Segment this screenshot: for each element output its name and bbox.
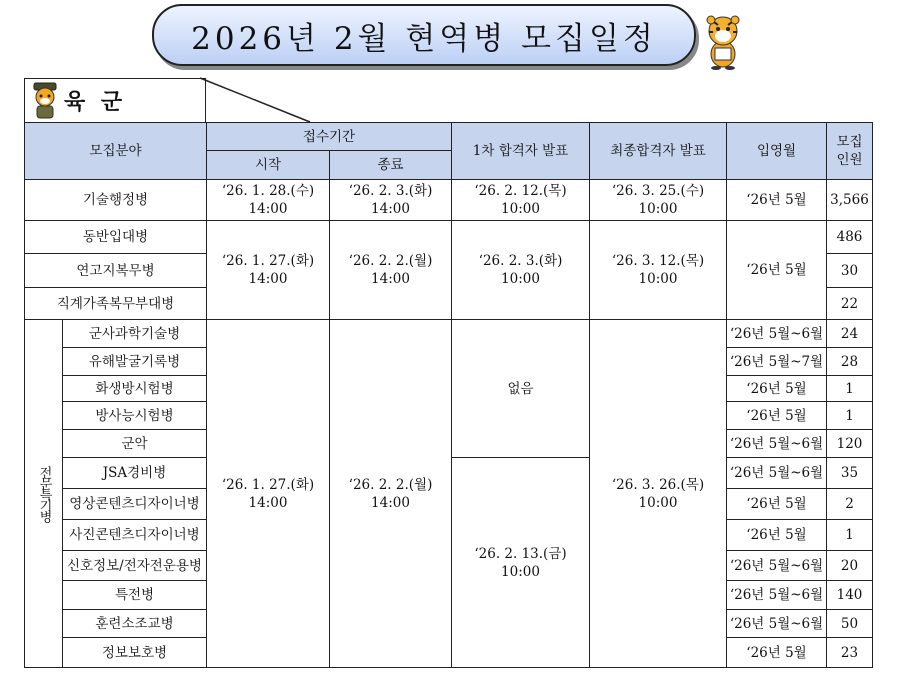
header-enlist-month: 입영월 bbox=[727, 123, 827, 180]
field-cell: 사진콘텐츠디자이너병 bbox=[63, 520, 207, 551]
enlist-cell: ‘26년 5월 bbox=[727, 402, 827, 430]
enlist-cell: ‘26년 5월~6월 bbox=[727, 320, 827, 348]
field-cell: JSA경비병 bbox=[63, 458, 207, 489]
first-result-cell: ‘26. 2. 3.(화) 10:00 bbox=[452, 221, 590, 320]
callout-line bbox=[0, 0, 903, 130]
field-cell: 동반입대병 bbox=[25, 221, 207, 254]
page-title: 2026년 2월 현역병 모집일정 bbox=[152, 4, 696, 66]
field-cell: 군악 bbox=[63, 430, 207, 458]
enlist-cell: ‘26년 5월 bbox=[727, 489, 827, 520]
field-cell: 군사과학기술병 bbox=[63, 320, 207, 348]
schedule-table bbox=[24, 122, 873, 668]
field-cell: 직계가족복무부대병 bbox=[25, 288, 207, 320]
final-result-cell: ‘26. 3. 25.(수) 10:00 bbox=[590, 180, 727, 221]
enlist-cell: ‘26년 5월~6월 bbox=[727, 430, 827, 458]
branch-label: 육 군 bbox=[64, 90, 127, 115]
count-cell: 23 bbox=[827, 638, 873, 668]
start-cell: ‘26. 1. 27.(화) 14:00 bbox=[207, 320, 330, 668]
field-cell: 방사능시험병 bbox=[63, 402, 207, 430]
count-cell: 20 bbox=[827, 551, 873, 581]
header-start: 시작 bbox=[207, 151, 330, 180]
start-cell: ‘26. 1. 28.(수) 14:00 bbox=[207, 180, 330, 221]
end-cell: ‘26. 2. 2.(월) 14:00 bbox=[330, 221, 452, 320]
count-cell: 28 bbox=[827, 348, 873, 376]
count-cell: 24 bbox=[827, 320, 873, 348]
header-first-result: 1차 합격자 발표 bbox=[452, 123, 590, 180]
header-field: 모집분야 bbox=[25, 123, 207, 180]
table-row bbox=[25, 180, 873, 221]
field-cell: 정보보호병 bbox=[63, 638, 207, 668]
first-result-cell: ‘26. 2. 13.(금) 10:00 bbox=[452, 458, 590, 668]
enlist-cell: ‘26년 5월 bbox=[727, 180, 827, 221]
final-result-cell: ‘26. 3. 26.(목) 10:00 bbox=[590, 320, 727, 668]
count-cell: 3,566 bbox=[827, 180, 873, 221]
count-cell: 1 bbox=[827, 376, 873, 402]
field-cell: 유해발굴기록병 bbox=[63, 348, 207, 376]
count-cell: 35 bbox=[827, 458, 873, 489]
enlist-cell: ‘26년 5월~6월 bbox=[727, 458, 827, 489]
enlist-cell: ‘26년 5월 bbox=[727, 638, 827, 668]
count-cell: 1 bbox=[827, 520, 873, 551]
special-category-label: 전문특기병 bbox=[25, 320, 63, 668]
field-cell: 훈련소조교병 bbox=[63, 610, 207, 638]
start-cell: ‘26. 1. 27.(화) 14:00 bbox=[207, 221, 330, 320]
table-row bbox=[25, 221, 873, 254]
first-result-cell: ‘26. 2. 12.(목) 10:00 bbox=[452, 180, 590, 221]
enlist-cell: ‘26년 5월~6월 bbox=[727, 551, 827, 581]
count-cell: 50 bbox=[827, 610, 873, 638]
count-cell: 1 bbox=[827, 402, 873, 430]
enlist-cell: ‘26년 5월~6월 bbox=[727, 581, 827, 610]
enlist-cell: ‘26년 5월 bbox=[727, 221, 827, 320]
count-cell: 486 bbox=[827, 221, 873, 254]
field-cell: 특전병 bbox=[63, 581, 207, 610]
end-cell: ‘26. 2. 3.(화) 14:00 bbox=[330, 180, 452, 221]
table-row bbox=[25, 320, 873, 348]
enlist-cell: ‘26년 5월~7월 bbox=[727, 348, 827, 376]
end-cell: ‘26. 2. 2.(월) 14:00 bbox=[330, 320, 452, 668]
count-cell: 30 bbox=[827, 254, 873, 288]
enlist-cell: ‘26년 5월 bbox=[727, 376, 827, 402]
count-cell: 22 bbox=[827, 288, 873, 320]
header-final-result: 최종합격자 발표 bbox=[590, 123, 727, 180]
field-cell: 영상콘텐츠디자이너병 bbox=[63, 489, 207, 520]
field-cell: 연고지복무병 bbox=[25, 254, 207, 288]
field-cell: 기술행정병 bbox=[25, 180, 207, 221]
header-apply-period: 접수기간 bbox=[207, 123, 452, 151]
header-row-1 bbox=[25, 123, 873, 151]
first-result-none-cell: 없음 bbox=[452, 320, 590, 458]
count-cell: 120 bbox=[827, 430, 873, 458]
enlist-cell: ‘26년 5월~6월 bbox=[727, 610, 827, 638]
field-cell: 신호정보/전자전운용병 bbox=[63, 551, 207, 581]
header-count: 모집 인원 bbox=[827, 123, 873, 180]
enlist-cell: ‘26년 5월 bbox=[727, 520, 827, 551]
count-cell: 2 bbox=[827, 489, 873, 520]
final-result-cell: ‘26. 3. 12.(목) 10:00 bbox=[590, 221, 727, 320]
count-cell: 140 bbox=[827, 581, 873, 610]
header-end: 종료 bbox=[330, 151, 452, 180]
field-cell: 화생방시험병 bbox=[63, 376, 207, 402]
